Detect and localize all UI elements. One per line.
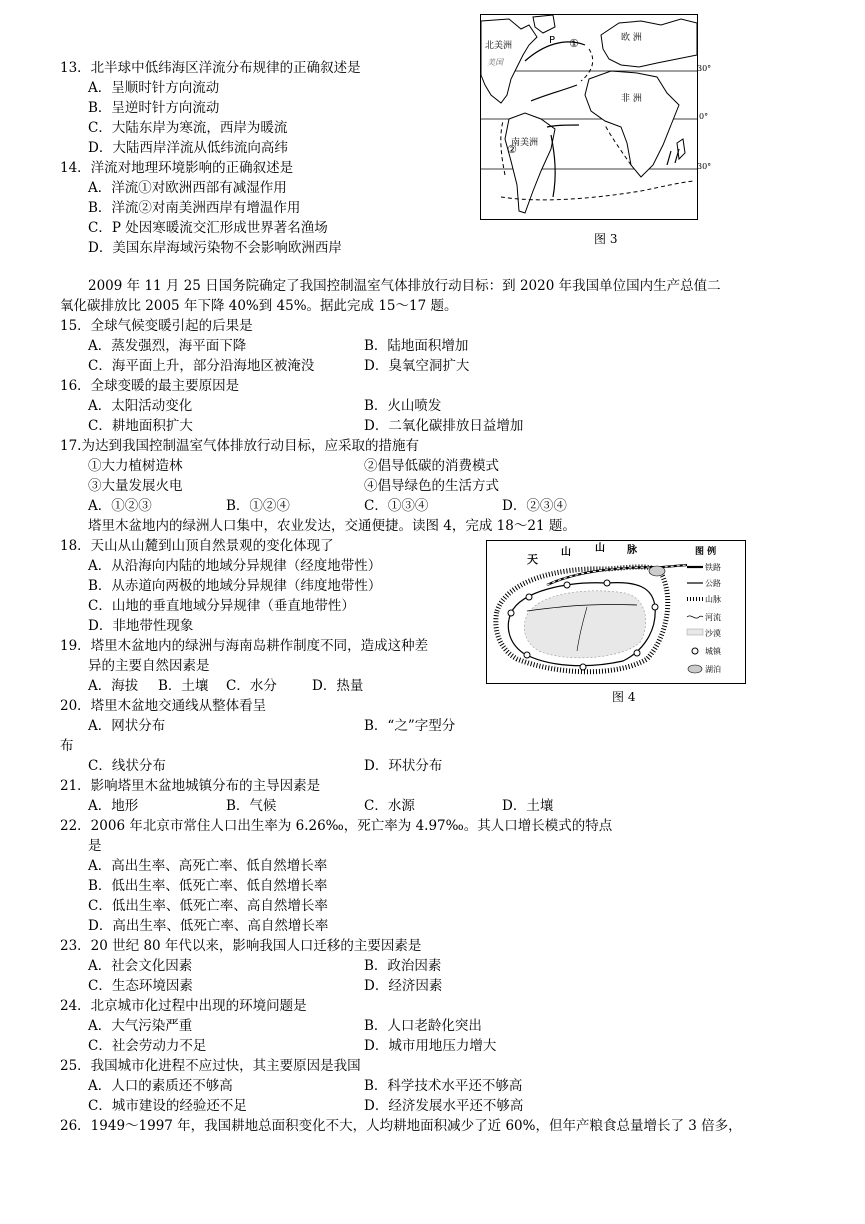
intro-15-line2: 氧化碳排放比 2005 年下降 40%到 45%。据此完成 15～17 题。 [60,298,458,314]
q20-option-a: A．网状分布 [88,718,166,734]
label-tian: 天 [527,553,538,566]
figure-4-caption: 图 4 [612,690,636,704]
q26-stem: 26．1949～1997 年，我国耕地总面积变化不大，人均耕地面积减少了近 60%，但年产粮食总量增长了 3 倍多， [60,1118,742,1134]
tarim-basin-map [487,541,745,683]
q22-stem-line1: 22．2006 年北京市常住人口出生率为 6.26‰，死亡率为 4.97‰。其人口增长模式的特点 [60,818,613,834]
legend-title: 图 例 [695,547,717,557]
q17-option-a: A．①②③ [88,498,152,514]
legend-river-swatch [687,616,703,618]
greenland-shape [533,15,555,33]
lat-label-30s: 30° [697,162,712,171]
q25-option-d: D．经济发展水平还不够高 [364,1098,524,1114]
label-africa: 非 洲 [621,94,642,104]
south-equatorial-arrow [547,125,579,127]
south-america-shape [505,113,555,213]
desert-area [524,591,645,658]
q23-option-b: B．政治因素 [364,958,442,974]
q19-option-c: C．水分 [226,678,277,694]
q14-option-d: D．美国东岸海域污染物不会影响欧洲西岸 [88,240,342,256]
q18-option-d: D．非地带性现象 [88,618,194,634]
q22-option-d: D．高出生率、低死亡率、高自然增长率 [88,918,329,934]
madagascar-shape [677,139,685,159]
legend-lake-swatch [688,665,702,673]
q23-option-d: D．经济因素 [364,978,443,994]
q21-option-c: C．水源 [364,798,415,814]
q17-stem: 17.为达到我国控制温室气体排放行动目标，应采取的措施有 [60,438,419,454]
label-shan: 山 [561,547,571,558]
q23-option-c: C．生态环境因素 [88,978,193,994]
q25-option-c: C．城市建设的经验还不足 [88,1098,247,1114]
q17-item-2: ②倡导低碳的消费模式 [364,458,499,474]
q15-option-a: A．蒸发强烈，海平面下降 [88,338,247,354]
intro-18: 塔里木盆地内的绿洲人口集中，农业发达，交通便捷。读图 4，完成 18～21 题。 [88,518,576,534]
q22-stem-line2: 是 [88,838,102,854]
q13-option-d: D．大陆西岸洋流从低纬流向高纬 [88,140,288,156]
north-equatorial-arrow [531,85,577,101]
q22-option-c: C．低出生率、低死亡率、高自然增长率 [88,898,328,914]
q17-option-b: B．①②④ [226,498,290,514]
q17-option-c: C．①③④ [364,498,429,514]
label-europe: 欧 洲 [621,33,642,43]
q16-option-c: C．耕地面积扩大 [88,418,193,434]
q18-option-a: A．从沿海向内陆的地域分异规律（经度地带性） [88,558,382,574]
q13-stem: 13．北半球中低纬海区洋流分布规律的正确叙述是 [60,60,361,76]
town-7 [580,664,586,670]
town-4 [604,580,610,586]
europe-shape [601,19,697,67]
q25-option-a: A．人口的素质还不够高 [88,1078,233,1094]
ocean-current-map [481,15,697,219]
q16-stem: 16．全球变暖的最主要原因是 [60,378,240,394]
q19-stem-line1: 19．塔里木盆地内的绿洲与海南岛耕作制度不同，造成这种差 [60,638,429,654]
town-8 [524,652,530,658]
mozambique-current-arrows [667,149,679,165]
q14-stem: 14．洋流对地理环境影响的正确叙述是 [60,160,294,176]
q21-option-b: B．气候 [226,798,277,814]
q21-stem: 21．影响塔里木盆地城镇分布的主导因素是 [60,778,321,794]
q24-option-d: D．城市用地压力增大 [364,1038,497,1054]
lake-bosten [649,566,665,576]
q22-option-b: B．低出生率、低死亡率、低自然增长率 [88,878,328,894]
figure-4-map [486,540,746,684]
label-south-america: 南美洲 [511,138,539,148]
legend-railway: 铁路 [705,563,721,572]
label-point-p: P [549,35,556,46]
q15-option-b: B．陆地面积增加 [364,338,469,354]
q16-option-a: A．太阳活动变化 [88,398,193,414]
q17-item-3: ③大量发展火电 [88,478,183,494]
q20-option-b-wrap: 布 [60,738,74,754]
q13-option-a: A．呈顺时针方向流动 [88,80,220,96]
q20-option-c: C．线状分布 [88,758,166,774]
q24-stem: 24．北京城市化过程中出现的环境问题是 [60,998,307,1014]
legend-road: 公路 [705,579,721,588]
q15-option-d: D．臭氧空洞扩大 [364,358,470,374]
label-usa: 美国 [487,58,503,67]
q18-option-b: B．从赤道向两极的地域分异规律（纬度地带性） [88,578,382,594]
q15-option-c: C．海平面上升，部分沿海地区被淹没 [88,358,315,374]
town-6 [634,650,640,656]
label-current-2: ② [507,143,517,156]
legend-desert: 沙漠 [705,629,721,638]
q19-option-b: B．土壤 [158,678,209,694]
q14-option-a: A．洋流①对欧洲西部有减湿作用 [88,180,287,196]
q23-stem: 23．20 世纪 80 年代以来，影响我国人口迁移的主要因素是 [60,938,422,954]
q20-option-d: D．环状分布 [364,758,443,774]
lat-label-0: 0° [699,112,709,121]
q16-option-b: B．火山喷发 [364,398,442,414]
q24-option-c: C．社会劳动力不足 [88,1038,207,1054]
q19-option-d: D．热量 [312,678,364,694]
q23-option-a: A．社会文化因素 [88,958,193,974]
legend-lake: 湖泊 [705,665,721,674]
intro-15-line1: 2009 年 11 月 25 日国务院确定了我国控制温室气体排放行动目标：到 2020 年我国单位国内生产总值二 [88,278,721,294]
town-3 [564,582,570,588]
town-5 [652,604,658,610]
figure-3-caption: 图 3 [594,232,618,246]
label-shan2: 山 [595,543,605,554]
q15-stem: 15．全球气候变暖引起的后果是 [60,318,253,334]
label-current-1: ① [569,37,579,50]
legend-town-swatch [692,648,698,654]
q19-stem-line2: 异的主要自然因素是 [88,658,210,674]
q18-stem: 18．天山从山麓到山顶自然景观的变化体现了 [60,538,334,554]
q14-option-c: C．P 处因寒暖流交汇形成世界著名渔场 [88,220,328,236]
canary-current-arrow [581,49,593,81]
q13-option-b: B．呈逆时针方向流动 [88,100,220,116]
figure-3-map [480,14,698,220]
label-north-america: 北美洲 [485,41,513,51]
lat-label-30n: 30° [697,64,712,73]
legend-desert-swatch [687,629,703,635]
q20-option-b: B．“之”字型分 [364,718,456,734]
legend-town: 城镇 [705,647,721,656]
q17-option-d: D．②③④ [502,498,567,514]
q25-stem: 25．我国城市化进程不应过快，其主要原因是我国 [60,1058,361,1074]
town-1 [508,610,514,616]
label-mai: 脉 [627,545,637,556]
africa-shape [585,71,679,177]
town-2 [526,594,532,600]
peru-current-arrow [501,121,505,175]
q19-option-a: A．海拔 [88,678,139,694]
legend-mountain: 山脉 [705,595,721,604]
legend-river: 河流 [705,613,721,622]
q17-item-1: ①大力植树造林 [88,458,183,474]
q21-option-d: D．土壤 [502,798,554,814]
q20-stem: 20．塔里木盆地交通线从整体看呈 [60,698,267,714]
q24-option-a: A．大气污染严重 [88,1018,193,1034]
q22-option-a: A．高出生率、高死亡率、低自然增长率 [88,858,328,874]
q18-option-c: C．山地的垂直地域分异规律（垂直地带性） [88,598,355,614]
q25-option-b: B．科学技术水平还不够高 [364,1078,523,1094]
q24-option-b: B．人口老龄化突出 [364,1018,482,1034]
q21-option-a: A．地形 [88,798,139,814]
q16-option-d: D．二氧化碳排放日益增加 [364,418,524,434]
q17-item-4: ④倡导绿色的生活方式 [364,478,499,494]
q14-option-b: B．洋流②对南美洲西岸有增温作用 [88,200,301,216]
q13-option-c: C．大陆东岸为寒流，西岸为暖流 [88,120,288,136]
